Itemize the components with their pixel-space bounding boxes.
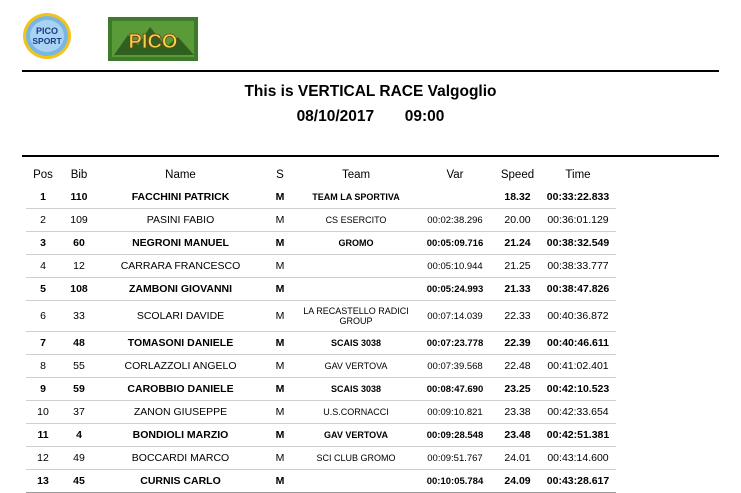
race-datetime — [0, 108, 741, 126]
table-header-row — [26, 164, 616, 186]
cell-var: 00:09:51.767 — [415, 447, 495, 470]
cell-name: BONDIOLI MARZIO — [98, 424, 263, 447]
table-row — [26, 209, 616, 232]
table-row — [26, 332, 616, 355]
cell-bib: 110 — [60, 186, 98, 209]
cell-time: 00:38:33.777 — [540, 255, 616, 278]
cell-name: PASINI FABIO — [98, 209, 263, 232]
col-pos: Pos — [33, 169, 53, 181]
cell-var: 00:05:10.944 — [415, 255, 495, 278]
col-time: Time — [565, 169, 591, 181]
col-bib: Bib — [70, 169, 88, 181]
cell-var: 00:05:24.993 — [415, 278, 495, 301]
cell-team — [297, 255, 415, 278]
pico-event-logo — [108, 17, 198, 61]
cell-pos: 12 — [26, 447, 60, 470]
table-divider — [22, 155, 719, 157]
cell-speed: 21.25 — [495, 255, 540, 278]
cell-name: CARRARA FRANCESCO — [98, 255, 263, 278]
cell-pos: 4 — [26, 255, 60, 278]
cell-team: GAV VERTOVA — [297, 355, 415, 378]
cell-var: 00:07:39.568 — [415, 355, 495, 378]
svg-text:PICO: PICO — [128, 31, 178, 53]
cell-time: 00:40:36.872 — [540, 301, 616, 332]
cell-speed: 24.01 — [495, 447, 540, 470]
cell-var: 00:08:47.690 — [415, 378, 495, 401]
cell-var: 00:02:38.296 — [415, 209, 495, 232]
col-var: Var — [446, 169, 464, 181]
col-name: Name — [165, 169, 196, 181]
cell-team: U.S.CORNACCI — [297, 401, 415, 424]
svg-text:SPORT: SPORT — [32, 36, 62, 46]
cell-name: ZAMBONI GIOVANNI — [98, 278, 263, 301]
table-row — [26, 378, 616, 401]
cell-speed: 20.00 — [495, 209, 540, 232]
cell-s: M — [263, 255, 297, 278]
cell-team: TEAM LA SPORTIVA — [297, 186, 415, 209]
table-row — [26, 278, 616, 301]
cell-team: SCAIS 3038 — [297, 332, 415, 355]
cell-var: 00:09:28.548 — [415, 424, 495, 447]
cell-bib: 60 — [60, 232, 98, 255]
cell-s: M — [263, 401, 297, 424]
cell-team: GAV VERTOVA — [297, 424, 415, 447]
cell-pos: 6 — [26, 301, 60, 332]
cell-speed: 21.24 — [495, 232, 540, 255]
cell-bib: 49 — [60, 447, 98, 470]
race-date: 08/10/2017 — [296, 108, 375, 125]
cell-pos: 1 — [26, 186, 60, 209]
col-team: Team — [341, 169, 371, 181]
cell-name: FACCHINI PATRICK — [98, 186, 263, 209]
cell-var: 00:05:09.716 — [415, 232, 495, 255]
col-speed: Speed — [500, 169, 535, 181]
cell-pos: 8 — [26, 355, 60, 378]
table-row — [26, 470, 616, 493]
cell-pos: 5 — [26, 278, 60, 301]
cell-s: M — [263, 355, 297, 378]
cell-name: TOMASONI DANIELE — [98, 332, 263, 355]
table-row — [26, 301, 616, 332]
cell-bib: 12 — [60, 255, 98, 278]
cell-time: 00:38:32.549 — [540, 232, 616, 255]
cell-speed: 24.09 — [495, 470, 540, 493]
cell-time: 00:36:01.129 — [540, 209, 616, 232]
results-table — [26, 164, 616, 493]
cell-bib: 55 — [60, 355, 98, 378]
cell-speed: 22.48 — [495, 355, 540, 378]
cell-time: 00:43:14.600 — [540, 447, 616, 470]
cell-name: CORLAZZOLI ANGELO — [98, 355, 263, 378]
cell-s: M — [263, 186, 297, 209]
table-row — [26, 355, 616, 378]
cell-speed: 23.25 — [495, 378, 540, 401]
cell-bib: 37 — [60, 401, 98, 424]
cell-pos: 11 — [26, 424, 60, 447]
cell-name: BOCCARDI MARCO — [98, 447, 263, 470]
cell-team: CS ESERCITO — [297, 209, 415, 232]
cell-time: 00:40:46.611 — [540, 332, 616, 355]
cell-team: SCI CLUB GROMO — [297, 447, 415, 470]
cell-s: M — [263, 378, 297, 401]
cell-s: M — [263, 232, 297, 255]
table-row — [26, 447, 616, 470]
cell-time: 00:43:28.617 — [540, 470, 616, 493]
race-title: This is VERTICAL RACE Valgoglio — [244, 83, 497, 100]
cell-speed: 21.33 — [495, 278, 540, 301]
pico-sport-logo — [22, 12, 72, 60]
cell-bib: 109 — [60, 209, 98, 232]
cell-var — [415, 186, 495, 209]
header-divider — [22, 70, 719, 72]
cell-time: 00:41:02.401 — [540, 355, 616, 378]
cell-s: M — [263, 301, 297, 332]
cell-time: 00:42:33.654 — [540, 401, 616, 424]
cell-s: M — [263, 332, 297, 355]
cell-time: 00:42:51.381 — [540, 424, 616, 447]
cell-name: ZANON GIUSEPPE — [98, 401, 263, 424]
cell-bib: 59 — [60, 378, 98, 401]
cell-team — [297, 470, 415, 493]
cell-team — [297, 278, 415, 301]
svg-text:PICO: PICO — [35, 26, 59, 36]
cell-team: GROMO — [297, 232, 415, 255]
table-row — [26, 186, 616, 209]
cell-var: 00:07:14.039 — [415, 301, 495, 332]
cell-pos: 10 — [26, 401, 60, 424]
race-time: 09:00 — [404, 108, 445, 125]
cell-speed: 22.39 — [495, 332, 540, 355]
cell-s: M — [263, 278, 297, 301]
cell-name: CURNIS CARLO — [98, 470, 263, 493]
cell-s: M — [263, 209, 297, 232]
cell-name: CAROBBIO DANIELE — [98, 378, 263, 401]
cell-time: 00:42:10.523 — [540, 378, 616, 401]
cell-var: 00:09:10.821 — [415, 401, 495, 424]
table-row — [26, 401, 616, 424]
cell-speed: 23.48 — [495, 424, 540, 447]
cell-speed: 23.38 — [495, 401, 540, 424]
cell-bib: 45 — [60, 470, 98, 493]
cell-bib: 33 — [60, 301, 98, 332]
table-row — [26, 232, 616, 255]
col-s: S — [276, 169, 284, 181]
cell-team: LA RECASTELLO RADICI GROUP — [297, 301, 415, 332]
cell-pos: 2 — [26, 209, 60, 232]
cell-time: 00:38:47.826 — [540, 278, 616, 301]
cell-bib: 108 — [60, 278, 98, 301]
cell-speed: 22.33 — [495, 301, 540, 332]
table-row — [26, 424, 616, 447]
cell-team: SCAIS 3038 — [297, 378, 415, 401]
cell-pos: 7 — [26, 332, 60, 355]
cell-bib: 4 — [60, 424, 98, 447]
cell-name: SCOLARI DAVIDE — [98, 301, 263, 332]
cell-pos: 3 — [26, 232, 60, 255]
cell-s: M — [263, 470, 297, 493]
table-row — [26, 255, 616, 278]
cell-speed: 18.32 — [495, 186, 540, 209]
cell-var: 00:07:23.778 — [415, 332, 495, 355]
cell-name: NEGRONI MANUEL — [98, 232, 263, 255]
cell-bib: 48 — [60, 332, 98, 355]
cell-s: M — [263, 424, 297, 447]
cell-time: 00:33:22.833 — [540, 186, 616, 209]
cell-s: M — [263, 447, 297, 470]
cell-var: 00:10:05.784 — [415, 470, 495, 493]
cell-pos: 9 — [26, 378, 60, 401]
cell-pos: 13 — [26, 470, 60, 493]
